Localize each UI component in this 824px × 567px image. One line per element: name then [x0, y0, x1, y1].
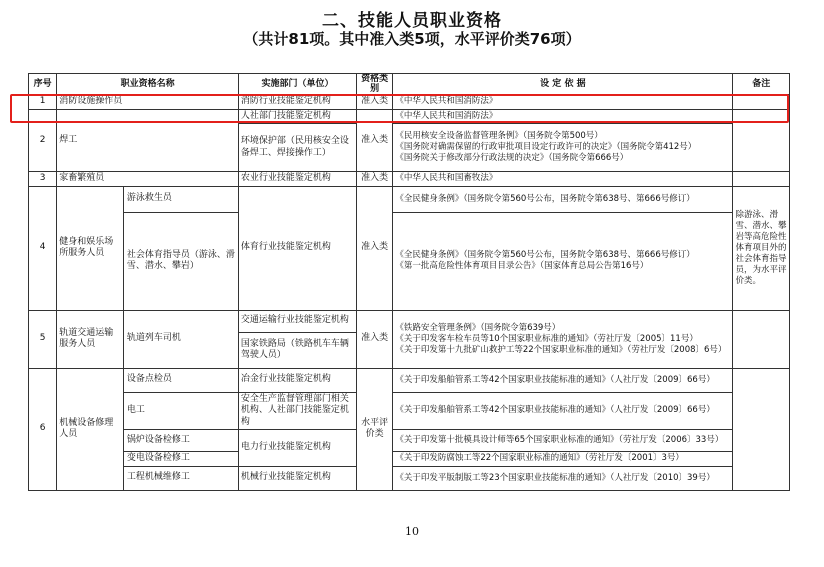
row-sub-name: 锅炉设备检修工 [123, 430, 238, 452]
row-name: 家畜繁殖员 [57, 172, 239, 187]
row-sub-name: 游泳救生员 [123, 186, 238, 212]
row-basis: 《中华人民共和国畜牧法》 [393, 172, 733, 187]
row-dept: 环境保护部（民用核安全设备焊工、焊接操作工） [238, 124, 356, 172]
row-basis: 《关于印发第十批模具设计师等65个国家职业标准的通知》（劳社厅发〔2006〕33号） [393, 430, 733, 452]
header-no: 序号 [29, 74, 57, 95]
table-header-row [29, 74, 790, 95]
row-note [733, 310, 790, 368]
basis-line: 《关于印发第十九批矿山救护工等22个国家职业标准的通知》（劳社厅发〔2008〕6号） [395, 344, 727, 355]
header-basis: 设 定 依 据 [393, 74, 733, 95]
basis-line: 《国务院关于修改部分行政法规的决定》（国务院令第666号） [395, 153, 629, 163]
row-type: 准入类 [357, 172, 393, 187]
row-no: 5 [29, 310, 57, 368]
table-row [29, 172, 790, 187]
row-note [733, 368, 790, 490]
row-note: 除游泳、滑雪、潜水、攀岩等高危险性体育项目外的社会体育指导员，为水平评价类。 [733, 186, 790, 310]
row-dept: 人社部门技能鉴定机构 [238, 109, 356, 124]
row-sub-name: 电工 [123, 392, 238, 430]
row-basis [393, 124, 733, 172]
row-sub-name: 设备点检员 [123, 368, 238, 392]
row-name: 机械设备修理人员 [57, 368, 124, 490]
row-basis [393, 310, 733, 368]
table-row [29, 368, 790, 392]
row-name: 消防设施操作员 [57, 95, 239, 110]
row-type: 准入类 [357, 109, 393, 172]
row-name: 健身和娱乐场所服务人员 [57, 186, 124, 310]
row-dept: 安全生产监督管理部门相关机构、人社部门技能鉴定机构 [238, 392, 356, 430]
header-dept: 实施部门（单位） [238, 74, 356, 95]
basis-line: 《铁路安全管理条例》（国务院令第639号） [395, 322, 561, 333]
row-basis: 《关于印发防腐蚀工等22个国家职业标准的通知》（劳社厅发〔2001〕3号） [393, 452, 733, 467]
header-name: 职业资格名称 [57, 74, 239, 95]
row-type: 准入类 [357, 186, 393, 310]
row-sub-name: 社会体育指导员（游泳、滑雪、潜水、攀岩） [123, 212, 238, 310]
page-number: 10 [405, 525, 419, 538]
page-subtitle: （共计81项。其中准入类5项，水平评价类76项） [243, 30, 581, 48]
row-no: 2 [29, 109, 57, 172]
row-type: 水平评价类 [357, 368, 393, 490]
qualification-table [28, 73, 790, 491]
row-no: 3 [29, 172, 57, 187]
row-basis: 《关于印发船舶管系工等42个国家职业技能标准的通知》（人社厅发〔2009〕66号） [393, 368, 733, 392]
table-row [29, 392, 790, 430]
row-note [733, 172, 790, 187]
row-basis: 《关于印发平版制版工等23个国家职业技能标准的通知》（人社厅发〔2010〕39号） [393, 466, 733, 490]
header-type: 资格类别 [357, 74, 393, 95]
table-row [29, 212, 790, 310]
row-no: 4 [29, 186, 57, 310]
highlight-box [10, 94, 789, 123]
row-dept: 机械行业技能鉴定机构 [238, 466, 356, 490]
basis-line: 《全民健身条例》（国务院令第560号公布，国务院令第638号、第666号修订） [395, 250, 695, 260]
row-dept: 体育行业技能鉴定机构 [238, 186, 356, 310]
row-basis: 《关于印发船舶管系工等42个国家职业技能标准的通知》（人社厅发〔2009〕66号） [393, 392, 733, 430]
row-dept: 国家铁路局（铁路机车车辆驾驶人员） [238, 332, 356, 368]
table-row [29, 310, 790, 332]
row-basis: 《中华人民共和国消防法》 [393, 109, 733, 124]
basis-line: 《民用核安全设备监督管理条例》（国务院令第500号） [395, 131, 603, 141]
row-type: 准入类 [357, 95, 393, 110]
row-name: 轨道交通运输服务人员 [57, 310, 124, 368]
basis-line: 《国务院对确需保留的行政审批项目设定行政许可的决定》（国务院令第412号） [395, 142, 697, 152]
row-sub-name: 变电设备检修工 [123, 452, 238, 467]
table-row [29, 466, 790, 490]
row-sub-name: 轨道列车司机 [123, 310, 238, 368]
row-no: 1 [29, 95, 57, 110]
page-title: 二、技能人员职业资格 [322, 11, 502, 31]
row-no: 6 [29, 368, 57, 490]
row-dept: 交通运输行业技能鉴定机构 [238, 310, 356, 332]
basis-line: 《第一批高危险性体育项目目录公告》（国家体育总局公告第16号） [395, 261, 649, 271]
basis-line: 《关于印发客车检车员等10个国家职业标准的通知》（劳社厅发〔2005〕11号） [395, 333, 698, 344]
header-note: 备注 [733, 74, 790, 95]
row-dept: 电力行业技能鉴定机构 [238, 430, 356, 467]
row-name: 焊工 [57, 109, 239, 172]
row-basis [393, 212, 733, 310]
row-basis: 《全民健身条例》（国务院令第560号公布，国务院令第638号、第666号修订） [393, 186, 733, 212]
row-dept: 农业行业技能鉴定机构 [238, 172, 356, 187]
row-dept: 冶金行业技能鉴定机构 [238, 368, 356, 392]
row-type: 准入类 [357, 310, 393, 368]
row-basis: 《中华人民共和国消防法》 [393, 95, 733, 110]
row-sub-name: 工程机械维修工 [123, 466, 238, 490]
table-row [29, 430, 790, 452]
row-dept: 消防行业技能鉴定机构 [238, 95, 356, 110]
table-row [29, 452, 790, 467]
table-row [29, 186, 790, 212]
